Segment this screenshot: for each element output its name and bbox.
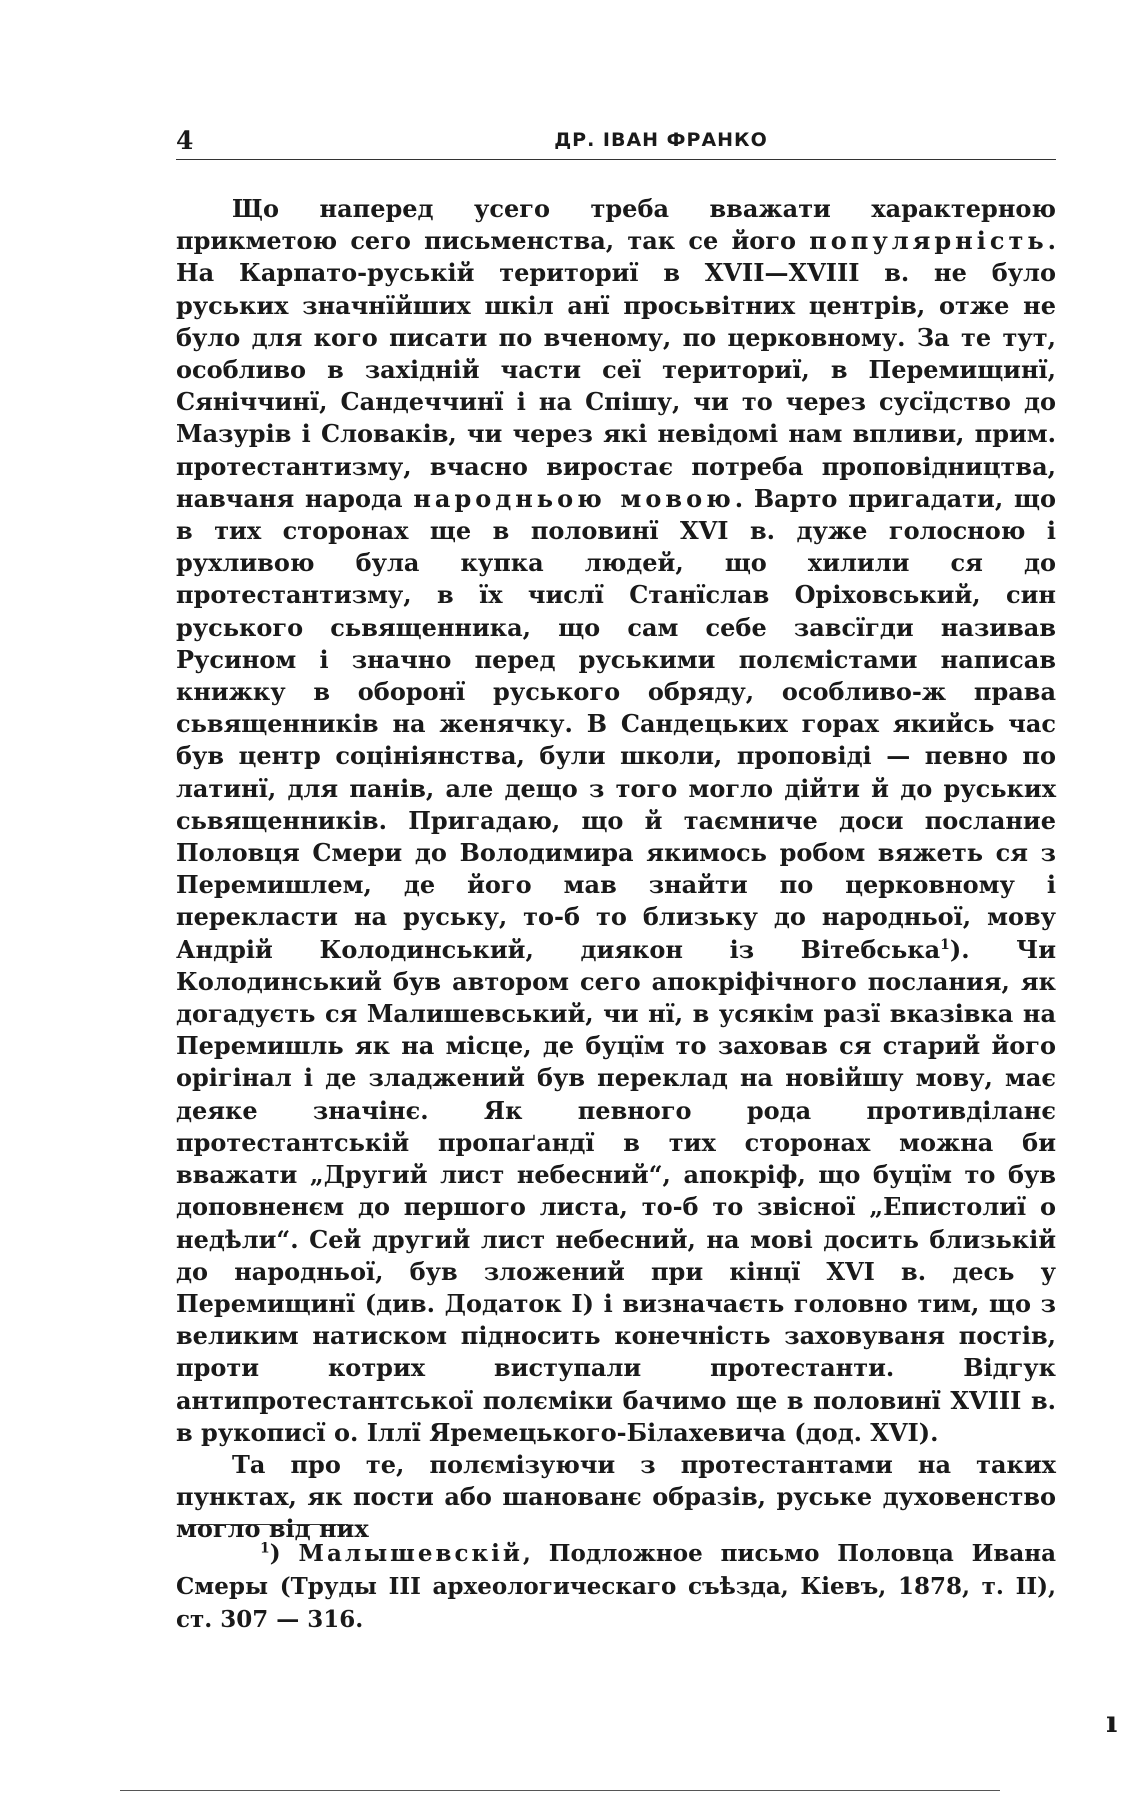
running-head xyxy=(176,126,1056,158)
running-title: ДР. ІВАН ФРАНКО xyxy=(554,129,768,151)
paragraph-1 xyxy=(176,193,1056,1449)
header-rule xyxy=(176,159,1056,160)
emphasis-popularity: популярність xyxy=(809,226,1048,256)
footnote-text: , Подложное письмо Половца Ивана Смеры (Труды III археологическаго съѣзда, Кiевъ, 1878, т. II), ст. 307 — 316. xyxy=(176,1540,1056,1633)
page-number: 4 xyxy=(176,126,194,155)
footnote-marker: 1 xyxy=(260,1540,270,1557)
emphasis-folk-language: народньою мовою xyxy=(413,483,735,513)
paragraph-1-part-d: ). Чи Колодинський був автором сего апокріфічного послания, як догадуєть ся Малишевський, чи нї, в усякім разї вказівка на Перемишль як на місце, де буцїм то заховав ся старий його орігінал і де зладжений був переклад на новійшу мову, має деяке значінє. Як певного рода противділанє протестантській пропаґандї в тих сторонах можна би вважати „Другий лист небесний“, апокріф, що буцїм то був доповненєм до першого листа, то-б то звісної „Епистолиї о недѣли“. Сей другий лист небесний, на мові досить близькій до народньої, був зложений при кінцї XVI в. десь у Перемищинї (див. Додаток I) і визначаєть головно тим, що з великим натиском підносить конечність заховуваня постів, проти котрих виступали протестанти. Відгук антипротестантської полємiки бачимо ще в половинї XVIII в. в рукописї о. Іллї Яремецького-Білахевича (дод. XVI). xyxy=(176,934,1056,1447)
paragraph-2: Та про те, полємізуючи з протестантами на таких пунктах, як пости або шанованє образів, руське духовенство могло від них xyxy=(176,1449,1056,1544)
main-text xyxy=(176,193,1056,1546)
footnote-rule xyxy=(188,1524,348,1525)
footnote-author: Малышевскiй xyxy=(298,1540,523,1567)
footnote: $^1$) Малышевскiй, Подложное письмо Половца Ивана Смеры (Труды III археологическаго съѣзда, Кiевъ, 1878, т. II), ст. 307 — 316. xyxy=(176,1540,1056,1633)
paragraph-1-part-c: . Варто пригадати, що в тих сторонах ще в половинї XVI в. дуже голосною і рухливою була купка людей, що хилили ся до протестантизму, в їх числї Станїслав Оріховський, син руського сьвященника, що сам себе завсїгди називав Русином і значно перед руськими полємістами написав книжку в оборонї руського обряду, особливо-ж права сьвященників на женячку. В Сандецьких горах якийсь час був центр соцініянства, були школи, проповіді — певно по латинї, для панів, але дещо з того могло дійти й до руських сьвященників. Пригадаю, що й таємниче доси послание Половця Смери до Володимира якимось робом вяжеть ся з Перемишлем, де його мав знайти по церковному і перекласти на руську, то-б то близьку до народньої, мову Андрій Колодинський, диякон із Вітебська xyxy=(176,483,1056,964)
footnote-reference[interactable]: 1 xyxy=(940,936,950,953)
edge-mark: ı xyxy=(1106,1705,1118,1740)
page-bottom-edge xyxy=(120,1790,1000,1791)
paragraph-1-part-a: Що наперед усего треба вважати характерною прикметою сего письменства, так се його xyxy=(176,194,1056,256)
paragraph-1-part-b: . На Карпато-руській териториї в XVII—XVIII в. не було руських значнїйших шкіл анї просьвітних центрів, отже не було для кого писати по вченому, по церковному. За те тут, особливо в західній части сеї териториї, в Перемищинї, Сяніччинї, Сандеччинї і на Спішу, чи то через сусїдство до Мазурів і Словаків, чи через які невідомі нам впливи, прим. протестантизму, вчасно виростає потреба проповідництва, навчаня народа xyxy=(176,226,1056,513)
